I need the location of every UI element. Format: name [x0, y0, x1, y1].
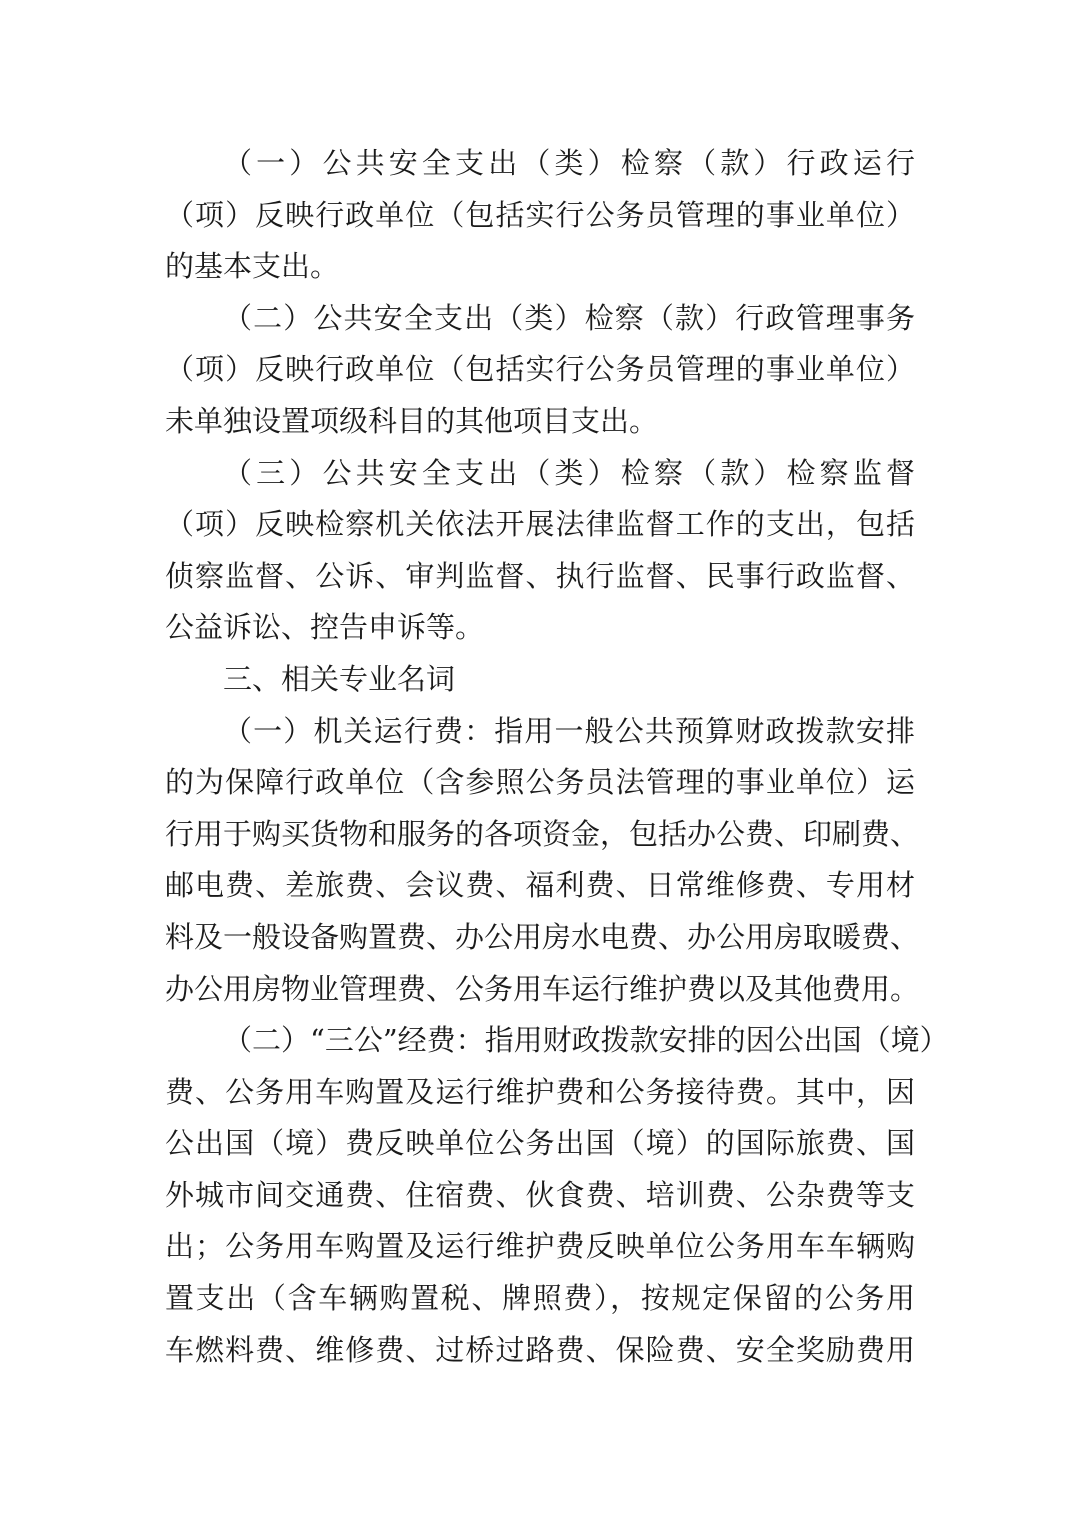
paragraph-line: （一）公共安全支出（类）检察（款）行政运行 [223, 146, 915, 180]
paragraph-line: 公出国（境）费反映单位公务出国（境）的国际旅费、国 [165, 1126, 915, 1161]
paragraph-line: 侦察监督、公诉、审判监督、执行监督、民事行政监督、 [165, 558, 915, 593]
paragraph-line: 邮电费、差旅费、会议费、福利费、日常维修费、专用材 [165, 868, 915, 903]
paragraph-line: 外城市间交通费、住宿费、伙食费、培训费、公杂费等支 [165, 1177, 915, 1212]
paragraph-line: （三）公共安全支出（类）检察（款）检察监督 [223, 455, 915, 490]
paragraph-line: （项）反映行政单位（包括实行公务员管理的事业单位） [165, 352, 915, 387]
paragraph-line: 的为保障行政单位（含参照公务员法管理的事业单位）运 [165, 765, 915, 800]
paragraph-line: 行用于购买货物和服务的各项资金，包括办公费、印刷费、 [165, 816, 920, 851]
paragraph-line: 出；公务用车购置及运行维护费反映单位公务用车车辆购 [165, 1229, 915, 1264]
body-text [165, 138, 949, 1376]
paragraph-line: 置支出（含车辆购置税、牌照费），按规定保留的公务用 [165, 1281, 915, 1316]
paragraph-line: 费、公务用车购置及运行维护费和公务接待费。其中，因 [165, 1074, 915, 1109]
paragraph-line: 未单独设置项级科目的其他项目支出。 [165, 403, 659, 438]
paragraph-line: 公益诉讼、控告申诉等。 [165, 610, 485, 645]
paragraph-line: 车燃料费、维修费、过桥过路费、保险费、安全奖励费用 [165, 1332, 915, 1367]
paragraph-line: （一）机关运行费：指用一般公共预算财政拨款安排 [223, 713, 915, 748]
paragraph-line: （二）公共安全支出（类）检察（款）行政管理事务 [223, 300, 915, 335]
paragraph-line: 的基本支出。 [165, 249, 340, 284]
paragraph-line: （二）“三公”经费：指用财政拨款安排的因公出国（境） [223, 1023, 949, 1058]
paragraph-line: 料及一般设备购置费、办公用房水电费、办公用房取暖费、 [165, 919, 920, 954]
section-heading: 三、相关专业名词 [223, 661, 456, 696]
paragraph-line: （项）反映检察机关依法开展法律监督工作的支出，包括 [165, 507, 915, 542]
paragraph-line: （项）反映行政单位（包括实行公务员管理的事业单位） [165, 197, 915, 232]
paragraph-line: 办公用房物业管理费、公务用车运行维护费以及其他费用。 [165, 971, 920, 1006]
